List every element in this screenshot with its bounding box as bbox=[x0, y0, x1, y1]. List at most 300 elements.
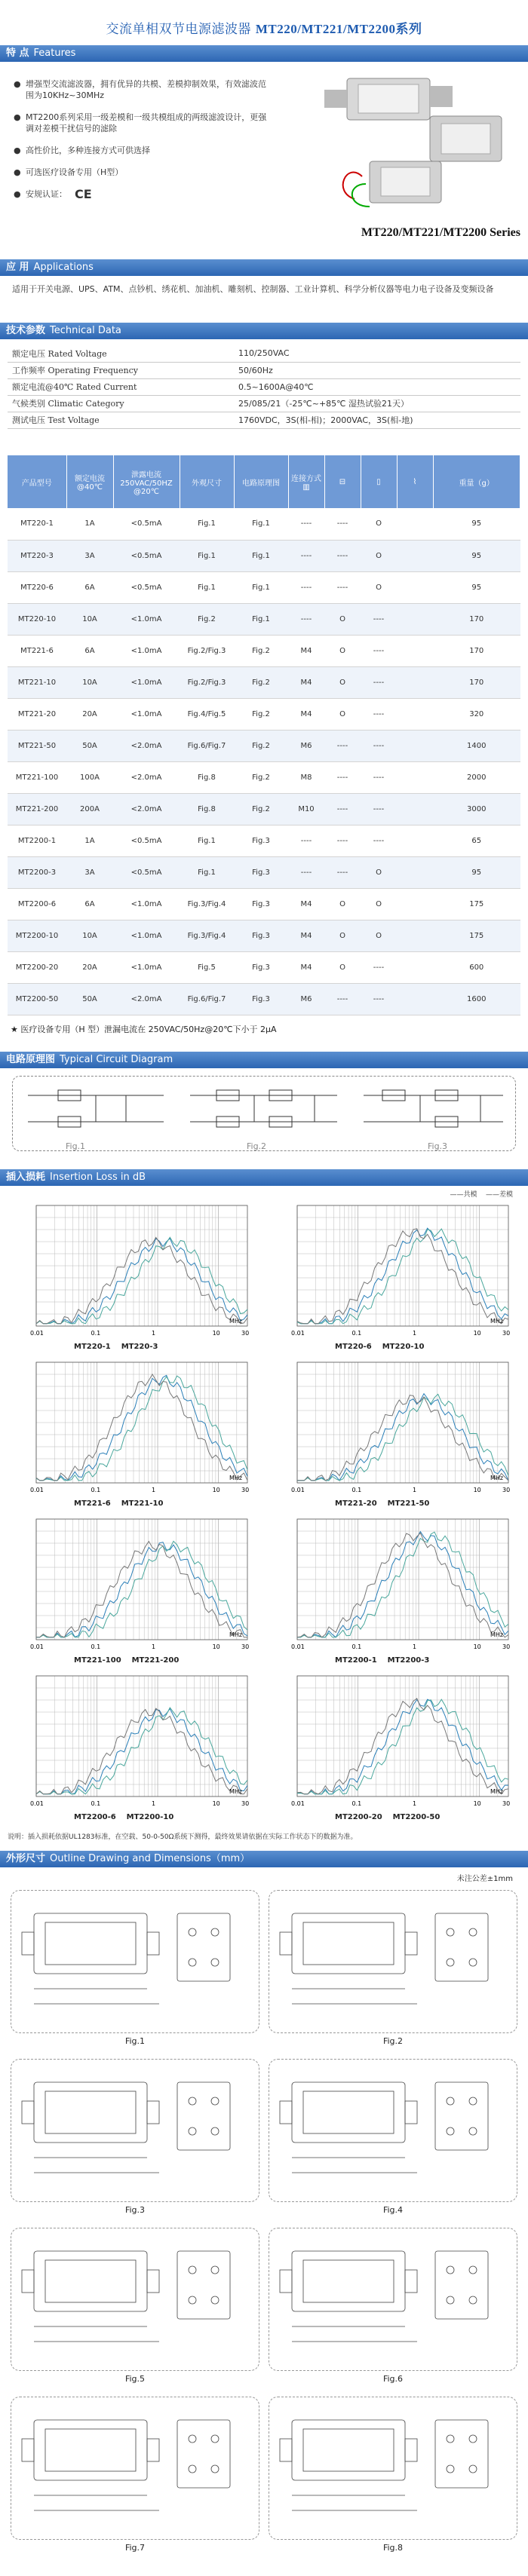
product-cell bbox=[397, 571, 433, 603]
outline-header bbox=[0, 1851, 528, 1867]
product-cell: Fig.2 bbox=[234, 730, 288, 761]
product-cell: Fig.1 bbox=[234, 540, 288, 571]
product-cell: Fig.2 bbox=[180, 603, 234, 635]
graph-model-a: MT220-6 bbox=[335, 1342, 372, 1351]
x-tick-label: 1 bbox=[152, 1486, 156, 1493]
product-cell: <2.0mA bbox=[113, 793, 180, 825]
product-row bbox=[8, 793, 520, 825]
insertion-loss-graph bbox=[6, 1513, 261, 1670]
x-tick-label: 30 bbox=[502, 1486, 511, 1493]
product-cell: O bbox=[324, 635, 361, 666]
x-tick-label: 10 bbox=[212, 1329, 220, 1337]
feature-item: ● 可选医疗设备专用（H型） bbox=[14, 167, 124, 177]
product-table-body bbox=[8, 508, 520, 1015]
drawing-frame bbox=[11, 2228, 259, 2371]
product-cell: Fig.2 bbox=[234, 761, 288, 793]
product-cell: Fig.6/Fig.7 bbox=[180, 983, 234, 1015]
x-tick-label: 30 bbox=[241, 1800, 250, 1807]
product-cell: O bbox=[324, 603, 361, 635]
product-cell bbox=[397, 793, 433, 825]
medical-note: ★ 医疗设备专用（H 型）泄漏电流在 250VAC/50Hz@20℃下小于 2μA bbox=[11, 1024, 277, 1034]
product-cell: Fig.4/Fig.5 bbox=[180, 698, 234, 730]
graph-model-labels bbox=[74, 1343, 158, 1351]
product-cell: <2.0mA bbox=[113, 761, 180, 793]
product-cell: ---- bbox=[324, 730, 361, 761]
features-section bbox=[0, 62, 528, 259]
insertion-loss-graph bbox=[267, 1356, 522, 1513]
circuit-fig-label: Fig.2 bbox=[247, 1141, 267, 1151]
product-cell: <0.5mA bbox=[113, 571, 180, 603]
product-cell bbox=[397, 635, 433, 666]
product-cell: M4 bbox=[288, 888, 324, 920]
graph-model-labels bbox=[74, 1656, 179, 1665]
x-unit-label: MHz bbox=[490, 1474, 504, 1481]
product-row bbox=[8, 635, 520, 666]
outline-drawing bbox=[11, 2053, 259, 2222]
product-cell: Fig.1 bbox=[234, 508, 288, 540]
loss-plot bbox=[267, 1670, 522, 1813]
product-cell bbox=[397, 730, 433, 761]
graph-model-labels bbox=[335, 1813, 440, 1821]
header-connection-screw: 连接方式 ▥ bbox=[288, 455, 324, 508]
feature-item: ● 增强型交流滤波器，拥有优异的共模、差模抑制效果，有效滤波范围为10KHz~30MHz bbox=[14, 79, 266, 100]
outline-fig-label: Fig.4 bbox=[382, 2204, 404, 2215]
product-cell: MT220-1 bbox=[8, 508, 66, 540]
product-row bbox=[8, 540, 520, 571]
header-connection-iec bbox=[324, 455, 361, 508]
product-cell: 600 bbox=[433, 951, 520, 983]
title-cn: 交流单相双节电源滤波器 bbox=[106, 22, 251, 37]
product-cell: ---- bbox=[288, 508, 324, 540]
product-cell: Fig.3/Fig.4 bbox=[180, 920, 234, 951]
header-weight: 重量（g） bbox=[433, 455, 520, 508]
header-outline: 外观尺寸 bbox=[180, 455, 234, 508]
product-cell: O bbox=[324, 888, 361, 920]
outline-fig-label: Fig.6 bbox=[382, 2373, 404, 2384]
product-cell: ---- bbox=[324, 825, 361, 856]
product-cell: 2000 bbox=[433, 761, 520, 793]
drawing-frame bbox=[269, 2228, 517, 2371]
product-cell: ---- bbox=[324, 571, 361, 603]
x-unit-label: MHz bbox=[490, 1787, 504, 1795]
product-cell: Fig.1 bbox=[234, 571, 288, 603]
product-cell: 3A bbox=[66, 856, 113, 888]
product-cell: Fig.1 bbox=[180, 571, 234, 603]
product-cell: ---- bbox=[324, 508, 361, 540]
circuit-diagram-box bbox=[12, 1076, 516, 1151]
product-cell: 6A bbox=[66, 635, 113, 666]
product-cell: <1.0mA bbox=[113, 603, 180, 635]
product-cell: Fig.1 bbox=[180, 508, 234, 540]
product-cell: Fig.1 bbox=[180, 856, 234, 888]
header-model: 产品型号 bbox=[8, 455, 66, 508]
product-cell: O bbox=[361, 571, 397, 603]
x-tick-label: 0.01 bbox=[291, 1329, 305, 1337]
x-tick-label: 30 bbox=[502, 1800, 511, 1807]
product-cell bbox=[397, 666, 433, 698]
bullet-icon: ● bbox=[14, 112, 21, 122]
product-cell: MT221-10 bbox=[8, 666, 66, 698]
product-cell: 170 bbox=[433, 603, 520, 635]
x-unit-label: MHz bbox=[490, 1317, 504, 1325]
spec-table bbox=[8, 345, 520, 429]
product-row bbox=[8, 603, 520, 635]
product-cell: Fig.5 bbox=[180, 951, 234, 983]
x-tick-label: 30 bbox=[502, 1643, 511, 1650]
graph-model-b: MT221-10 bbox=[121, 1499, 164, 1508]
x-tick-label: 1 bbox=[413, 1643, 417, 1650]
product-cell: Fig.3 bbox=[234, 920, 288, 951]
product-table bbox=[8, 455, 520, 1015]
graph-model-a: MT2200-1 bbox=[335, 1656, 377, 1665]
outline-fig-label: Fig.2 bbox=[382, 2035, 404, 2046]
product-cell: Fig.8 bbox=[180, 761, 234, 793]
product-cell: O bbox=[361, 856, 397, 888]
product-cell: 3000 bbox=[433, 793, 520, 825]
product-cell bbox=[397, 888, 433, 920]
product-cell: MT221-50 bbox=[8, 730, 66, 761]
product-cell bbox=[397, 603, 433, 635]
drawing-frame bbox=[269, 2059, 517, 2202]
product-cell bbox=[397, 920, 433, 951]
graph-model-b: MT221-50 bbox=[387, 1499, 430, 1508]
product-cell: ---- bbox=[361, 698, 397, 730]
product-cell bbox=[397, 856, 433, 888]
drawing-frame bbox=[11, 2059, 259, 2202]
legend-differential: ——差模 bbox=[485, 1190, 513, 1199]
loss-plot bbox=[267, 1356, 522, 1499]
product-cell: Fig.3/Fig.4 bbox=[180, 888, 234, 920]
product-cell: <0.5mA bbox=[113, 856, 180, 888]
ce-certification-mark: CE bbox=[75, 187, 92, 201]
x-tick-label: 0.01 bbox=[30, 1486, 44, 1493]
x-tick-label: 0.01 bbox=[291, 1643, 305, 1650]
loss-plot bbox=[6, 1670, 261, 1813]
circuit-fig-label: Fig.1 bbox=[66, 1141, 86, 1151]
product-row bbox=[8, 856, 520, 888]
product-cell: M6 bbox=[288, 730, 324, 761]
x-tick-label: 0.1 bbox=[91, 1800, 101, 1807]
product-cell: ---- bbox=[361, 761, 397, 793]
x-tick-label: 1 bbox=[152, 1329, 156, 1337]
graph-model-labels bbox=[74, 1813, 173, 1821]
graph-model-a: MT2200-20 bbox=[335, 1812, 382, 1821]
product-cell: Fig.3 bbox=[234, 825, 288, 856]
product-row bbox=[8, 951, 520, 983]
applications-text: 适用于开关电源、UPS、ATM、点钞机、绣花机、加油机、雕刻机、控制器、工业计算机、科学分析仪器等电力电子设备及变频设备 bbox=[12, 284, 494, 294]
product-cell: 1A bbox=[66, 825, 113, 856]
graph-model-b: MT221-200 bbox=[131, 1656, 180, 1665]
product-cell: O bbox=[324, 666, 361, 698]
product-cell: 95 bbox=[433, 540, 520, 571]
product-cell: ---- bbox=[361, 825, 397, 856]
features-header bbox=[0, 45, 528, 62]
product-cell: 100A bbox=[66, 761, 113, 793]
product-cell: <1.0mA bbox=[113, 635, 180, 666]
screw-terminal-icon: ▥ bbox=[302, 483, 310, 492]
header-leakage: 泄露电流 250VAC/50HZ @20℃ bbox=[113, 455, 180, 508]
product-cell: 200A bbox=[66, 793, 113, 825]
product-cell: 95 bbox=[433, 508, 520, 540]
outline-fig-label: Fig.8 bbox=[382, 2542, 404, 2553]
feature-item: ● 安规认证： CE bbox=[14, 187, 92, 201]
product-cell: Fig.8 bbox=[180, 793, 234, 825]
graph-model-a: MT220-1 bbox=[74, 1342, 111, 1351]
product-cell: M10 bbox=[288, 793, 324, 825]
product-cell: ---- bbox=[288, 540, 324, 571]
header-connection-faston bbox=[361, 455, 397, 508]
product-cell: ---- bbox=[361, 793, 397, 825]
product-cell: Fig.1 bbox=[180, 825, 234, 856]
x-tick-label: 1 bbox=[152, 1800, 156, 1807]
outline-fig-label: Fig.1 bbox=[124, 2035, 146, 2046]
product-row bbox=[8, 666, 520, 698]
product-cell: ---- bbox=[361, 730, 397, 761]
outline-drawing bbox=[11, 2391, 259, 2559]
x-tick-label: 1 bbox=[413, 1486, 417, 1493]
x-tick-label: 0.1 bbox=[351, 1486, 362, 1493]
product-cell: 95 bbox=[433, 856, 520, 888]
insertion-loss-graph bbox=[6, 1199, 261, 1356]
spec-row: 工作频率 Operating Frequency 50/60Hz bbox=[8, 362, 520, 378]
graph-model-a: MT2200-6 bbox=[74, 1812, 116, 1821]
x-tick-label: 30 bbox=[241, 1329, 250, 1337]
product-cell bbox=[397, 761, 433, 793]
product-cell: Fig.3 bbox=[234, 888, 288, 920]
circuit-header bbox=[0, 1052, 528, 1068]
product-cell: 50A bbox=[66, 730, 113, 761]
product-cell: 10A bbox=[66, 603, 113, 635]
x-unit-label: MHz bbox=[229, 1631, 243, 1638]
x-tick-label: 0.1 bbox=[351, 1329, 362, 1337]
wire-lead-icon: ⌇ bbox=[413, 477, 417, 486]
outline-fig-label: Fig.7 bbox=[124, 2542, 146, 2553]
product-cell: 6A bbox=[66, 888, 113, 920]
product-row bbox=[8, 730, 520, 761]
product-cell: 170 bbox=[433, 666, 520, 698]
product-cell: Fig.2/Fig.3 bbox=[180, 666, 234, 698]
x-tick-label: 10 bbox=[473, 1643, 481, 1650]
product-cell: O bbox=[361, 888, 397, 920]
graph-model-b: MT220-3 bbox=[121, 1342, 158, 1351]
product-cell: ---- bbox=[288, 603, 324, 635]
product-cell: 175 bbox=[433, 888, 520, 920]
product-cell: M6 bbox=[288, 983, 324, 1015]
product-cell: O bbox=[324, 698, 361, 730]
product-cell bbox=[397, 951, 433, 983]
bullet-icon: ● bbox=[14, 79, 21, 89]
product-cell: 320 bbox=[433, 698, 520, 730]
product-cell: 3A bbox=[66, 540, 113, 571]
feature-item: ● 高性价比，多种连接方式可供选择 bbox=[14, 145, 150, 155]
product-cell: MT2200-6 bbox=[8, 888, 66, 920]
x-tick-label: 0.1 bbox=[91, 1329, 101, 1337]
insertion-loss-graph bbox=[267, 1513, 522, 1670]
product-cell: <0.5mA bbox=[113, 540, 180, 571]
product-cell: ---- bbox=[288, 856, 324, 888]
spec-table-wrap bbox=[0, 339, 528, 455]
insertion-header bbox=[0, 1169, 528, 1186]
product-cell: ---- bbox=[288, 571, 324, 603]
x-tick-label: 1 bbox=[413, 1329, 417, 1337]
outline-drawing bbox=[269, 2222, 517, 2391]
product-row bbox=[8, 888, 520, 920]
product-cell: MT221-100 bbox=[8, 761, 66, 793]
x-tick-label: 1 bbox=[413, 1800, 417, 1807]
product-cell: O bbox=[324, 951, 361, 983]
loss-plot bbox=[6, 1356, 261, 1499]
outline-heading-en: Outline Drawing and Dimensions（mm） bbox=[50, 1852, 250, 1864]
product-cell: <2.0mA bbox=[113, 730, 180, 761]
product-row bbox=[8, 571, 520, 603]
product-cell: Fig.3 bbox=[234, 856, 288, 888]
outline-drawing bbox=[269, 2391, 517, 2559]
product-cell: <1.0mA bbox=[113, 666, 180, 698]
product-cell: MT220-3 bbox=[8, 540, 66, 571]
x-tick-label: 30 bbox=[241, 1486, 250, 1493]
outline-drawings bbox=[0, 1884, 528, 2559]
feature-list bbox=[0, 62, 272, 259]
product-cell: M4 bbox=[288, 920, 324, 951]
x-tick-label: 10 bbox=[473, 1329, 481, 1337]
graph-model-labels bbox=[335, 1656, 429, 1665]
x-tick-label: 0.01 bbox=[30, 1643, 44, 1650]
product-cell: ---- bbox=[361, 603, 397, 635]
insertion-heading-en: Insertion Loss in dB bbox=[50, 1171, 146, 1183]
product-cell: ---- bbox=[361, 666, 397, 698]
x-unit-label: MHz bbox=[229, 1474, 243, 1481]
product-cell: M4 bbox=[288, 666, 324, 698]
product-cell: <1.0mA bbox=[113, 888, 180, 920]
product-cell: Fig.3 bbox=[234, 983, 288, 1015]
product-cell: MT221-6 bbox=[8, 635, 66, 666]
tech-heading-en: Technical Data bbox=[50, 325, 121, 336]
features-heading-en: Features bbox=[33, 47, 76, 59]
product-row bbox=[8, 698, 520, 730]
applications-heading-en: Applications bbox=[33, 262, 94, 273]
x-tick-label: 1 bbox=[152, 1643, 156, 1650]
product-cell: 170 bbox=[433, 635, 520, 666]
loss-plot bbox=[267, 1513, 522, 1656]
loss-plot bbox=[6, 1513, 261, 1656]
x-tick-label: 0.1 bbox=[91, 1486, 101, 1493]
product-cell: 65 bbox=[433, 825, 520, 856]
product-cell: Fig.2 bbox=[234, 793, 288, 825]
insertion-note: 说明：插入损耗依据UL1283标准，在空载、50-0-50Ω系统下测得，最终效果请依据在实际工作状态下的数据为准。 bbox=[8, 1833, 358, 1841]
tech-heading-cn: 技术参数 bbox=[6, 325, 46, 336]
x-tick-label: 10 bbox=[212, 1643, 220, 1650]
features-heading-cn: 特 点 bbox=[6, 47, 29, 59]
title-en: MT220/MT221/MT2200系列 bbox=[255, 22, 422, 36]
tolerance-note: 未注公差±1mm bbox=[456, 1874, 513, 1883]
product-cell bbox=[397, 698, 433, 730]
graph-model-a: MT221-100 bbox=[74, 1656, 121, 1665]
product-cell: ---- bbox=[324, 793, 361, 825]
x-unit-label: MHz bbox=[229, 1317, 243, 1325]
outline-drawing bbox=[11, 1884, 259, 2053]
product-row bbox=[8, 825, 520, 856]
product-cell: <0.5mA bbox=[113, 825, 180, 856]
circuit-heading-en: Typical Circuit Diagram bbox=[60, 1053, 173, 1065]
product-cell: 20A bbox=[66, 698, 113, 730]
bullet-icon: ● bbox=[14, 189, 21, 199]
insertion-loss-graph bbox=[6, 1670, 261, 1827]
product-cell: ---- bbox=[361, 635, 397, 666]
outline-drawing bbox=[11, 2222, 259, 2391]
bullet-icon: ● bbox=[14, 145, 21, 155]
product-cell: ---- bbox=[288, 825, 324, 856]
product-cell: 175 bbox=[433, 920, 520, 951]
product-cell: 1400 bbox=[433, 730, 520, 761]
tech-header bbox=[0, 323, 528, 339]
graph-model-a: MT221-20 bbox=[335, 1499, 377, 1508]
product-cell: MT221-200 bbox=[8, 793, 66, 825]
x-tick-label: 0.01 bbox=[30, 1800, 44, 1807]
product-cell bbox=[397, 508, 433, 540]
outline-drawing bbox=[269, 1884, 517, 2053]
loss-plot bbox=[6, 1199, 261, 1343]
product-cell: MT2200-3 bbox=[8, 856, 66, 888]
product-row bbox=[8, 983, 520, 1015]
iec-socket-icon: ⊟ bbox=[339, 477, 346, 486]
feature-item: ● MT2200系列采用一级差模和一级共模组成的两级滤波设计，更强调对差模干扰信号的滤除 bbox=[14, 112, 267, 133]
product-photo bbox=[317, 71, 513, 214]
insertion-loss-graphs bbox=[0, 1199, 528, 1827]
x-tick-label: 10 bbox=[212, 1486, 220, 1493]
spec-row: 测试电压 Test Voltage 1760VDC，3S(相-相)；2000VAC，3S(相-地) bbox=[8, 412, 520, 428]
product-cell: MT220-6 bbox=[8, 571, 66, 603]
product-cell: ---- bbox=[324, 761, 361, 793]
product-cell: O bbox=[361, 920, 397, 951]
x-unit-label: MHz bbox=[229, 1787, 243, 1795]
spec-row: 额定电流@40℃ Rated Current 0.5~1600A@40℃ bbox=[8, 378, 520, 395]
product-cell: 6A bbox=[66, 571, 113, 603]
outline-heading-cn: 外形尺寸 bbox=[6, 1852, 46, 1864]
product-cell: <0.5mA bbox=[113, 508, 180, 540]
product-cell: MT2200-1 bbox=[8, 825, 66, 856]
x-tick-label: 0.1 bbox=[351, 1800, 362, 1807]
product-cell bbox=[397, 825, 433, 856]
insertion-legend bbox=[0, 1186, 528, 1199]
product-cell: ---- bbox=[324, 540, 361, 571]
drawing-frame bbox=[269, 2397, 517, 2540]
spec-row: 额定电压 Rated Voltage 110/250VAC bbox=[8, 345, 520, 362]
graph-model-b: MT220-10 bbox=[382, 1342, 425, 1351]
circuit-heading-cn: 电路原理图 bbox=[6, 1053, 56, 1065]
x-tick-label: 0.1 bbox=[351, 1643, 362, 1650]
graph-model-labels bbox=[335, 1343, 424, 1351]
product-cell: Fig.1 bbox=[180, 540, 234, 571]
product-cell: M4 bbox=[288, 635, 324, 666]
product-cell: <1.0mA bbox=[113, 951, 180, 983]
graph-model-labels bbox=[74, 1499, 163, 1508]
product-cell: 50A bbox=[66, 983, 113, 1015]
product-cell: ---- bbox=[361, 983, 397, 1015]
spec-row: 气候类别 Climatic Category 25/085/21（-25℃~+85℃ 湿热试验21天） bbox=[8, 395, 520, 412]
x-tick-label: 0.01 bbox=[291, 1486, 305, 1493]
legend-common: ——共模 bbox=[450, 1190, 477, 1199]
product-cell: M8 bbox=[288, 761, 324, 793]
drawing-frame bbox=[11, 1890, 259, 2033]
x-tick-label: 30 bbox=[241, 1643, 250, 1650]
product-row bbox=[8, 761, 520, 793]
outline-fig-label: Fig.3 bbox=[124, 2204, 146, 2215]
insertion-loss-graph bbox=[6, 1356, 261, 1513]
circuit-fig-label: Fig.3 bbox=[428, 1141, 448, 1151]
x-tick-label: 0.01 bbox=[30, 1329, 44, 1337]
x-tick-label: 0.01 bbox=[291, 1800, 305, 1807]
product-cell: MT2200-10 bbox=[8, 920, 66, 951]
